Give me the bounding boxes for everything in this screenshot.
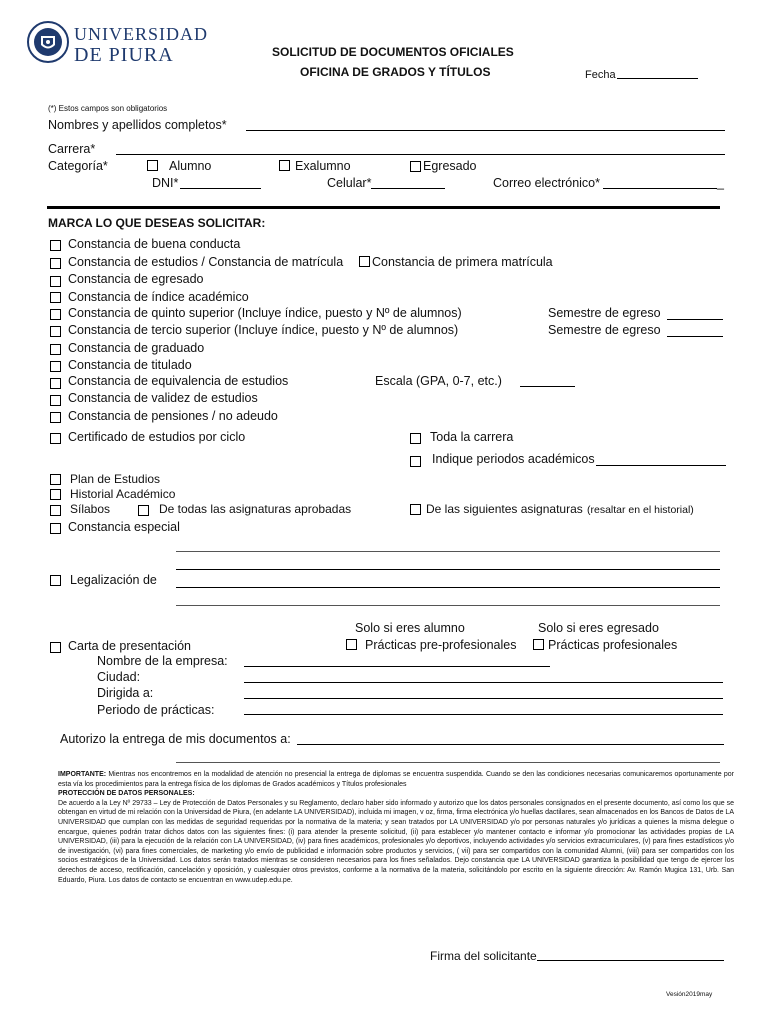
egresado-constancia-label: Constancia de egresado xyxy=(68,272,204,286)
correo-label: Correo electrónico* xyxy=(493,176,600,190)
toda-carrera-checkbox[interactable] xyxy=(410,433,421,444)
pre-profesionales-checkbox[interactable] xyxy=(346,639,357,650)
autorizo-label: Autorizo la entrega de mis documentos a: xyxy=(60,732,291,746)
correo-field[interactable] xyxy=(603,188,717,189)
legalizacion-label: Legalización de xyxy=(70,573,157,587)
validez-label: Constancia de validez de estudios xyxy=(68,391,258,405)
quinto-checkbox[interactable] xyxy=(50,309,61,320)
tercio-checkbox[interactable] xyxy=(50,326,61,337)
fecha-field[interactable] xyxy=(617,78,698,79)
estudios-matricula-label: Constancia de estudios / Constancia de matrícula xyxy=(68,255,344,269)
proteccion-label: PROTECCIÓN DE DATOS PERSONALES: xyxy=(58,790,195,798)
empresa-field[interactable] xyxy=(244,666,550,667)
proteccion-text: De acuerdo a la Ley Nº 29733 – Ley de Protección de Datos Personales y su Reglamento, declaro haber sido informado y autorizo que los datos personales consignados en el presente documento, así como los que se obtengan en virtud de mi relación con la Universidad de Piura, (en adelante LA UNIVERSIDAD), incluida mi imagen, v oz, firma, firma electrónica y/o huellas dactilares, sean almacenados en los Bancos de Datos de LA UNIVERSIDAD que cumplan con las medidas de seguridad requeridas por la normativa de la materia; y sean tratados por LA UNIVERSIDAD y/o por personas naturales y/o jurídicas a quienes la misma delegue o encargue, quienes podrán tratar dichos datos con las siguientes fines: (i) para atender la presente solicitud, (ii) para establecer y/o mantener contacto e informar y/o promocionar las actividades propias de LA UNIVERSIDAD, (iii) para la ejecución de la relación con LA UNIVERSIDAD, (iv) para fines académicos, profesionales y/o deportivos, incluyendo actividades y/o servicios extracurriculares, (v) para fines estadísticos y/o de investigación, (vi) para fines comerciales, de marketing y/o envío de publicidad e información sobre productos y servicios, ( vii) para ser compartidos con la comunidad Alumni, (viii) para ser compartidos con los socios estratégicos de la Universidad. Los datos serán tratados mientras se consideren necesarios para los fines señalados. Dejo constancia que LA UNIVERSIDAD garantiza la posibilidad que tengo de ejercer los derechos de acceso, rectificación, cancelación y oposición, y cualesquier otros previstos, conforme a la normativa de la materia, solicitándolo por escrito en la siguiente dirección: Av. Ramón Mugica 131, Urb. San Eduardo, Piura. Los datos de contacto se encuentran en www.udep.edu.pe. xyxy=(58,799,734,884)
university-logo xyxy=(26,16,208,74)
primera-matricula-checkbox[interactable] xyxy=(359,256,370,267)
carrera-label: Carrera* xyxy=(48,142,96,156)
importante-label: IMPORTANTE: xyxy=(58,771,107,778)
titulado-checkbox[interactable] xyxy=(50,361,61,372)
carta-label: Carta de presentación xyxy=(68,639,191,653)
autorizo-line-2[interactable] xyxy=(176,762,720,763)
todas-asignaturas-checkbox[interactable] xyxy=(138,505,149,516)
correo-suffix: _ xyxy=(717,176,724,190)
resaltar-note: (resaltar en el historial) xyxy=(587,504,694,516)
legalizacion-line-3[interactable] xyxy=(176,605,720,606)
plan-checkbox[interactable] xyxy=(50,474,61,485)
buena-conducta-label: Constancia de buena conducta xyxy=(68,237,241,251)
legalizacion-line-2[interactable] xyxy=(176,587,720,588)
periodos-field[interactable] xyxy=(596,465,726,466)
importante-paragraph xyxy=(58,770,734,789)
escala-field[interactable] xyxy=(520,386,575,387)
equivalencia-checkbox[interactable] xyxy=(50,378,61,389)
categoria-label: Categoría* xyxy=(48,159,108,173)
exalumno-label: Exalumno xyxy=(295,159,351,173)
legalizacion-checkbox[interactable] xyxy=(50,575,61,586)
semestre-field-2[interactable] xyxy=(667,336,723,337)
exalumno-checkbox[interactable] xyxy=(279,160,290,171)
plan-label: Plan de Estudios xyxy=(70,472,161,486)
periodos-label: Indique periodos académicos xyxy=(432,452,595,466)
carrera-field[interactable] xyxy=(116,154,725,155)
pre-profesionales-label: Prácticas pre-profesionales xyxy=(365,638,517,652)
buena-conducta-checkbox[interactable] xyxy=(50,240,61,251)
especial-line-1[interactable] xyxy=(176,551,720,552)
certificado-label: Certificado de estudios por ciclo xyxy=(68,430,246,444)
empresa-label: Nombre de la empresa: xyxy=(97,654,228,668)
dirigida-label: Dirigida a: xyxy=(97,686,154,700)
firma-field[interactable] xyxy=(537,960,724,961)
name-label: Nombres y apellidos completos* xyxy=(48,118,227,132)
tercio-label: Constancia de tercio superior (Incluye índice, puesto y Nº de alumnos) xyxy=(68,323,459,337)
certificado-checkbox[interactable] xyxy=(50,433,61,444)
especial-checkbox[interactable] xyxy=(50,523,61,534)
legalizacion-line-1[interactable] xyxy=(176,569,720,570)
titulado-label: Constancia de titulado xyxy=(68,358,192,372)
indice-label: Constancia de índice académico xyxy=(68,290,249,304)
ciudad-label: Ciudad: xyxy=(97,670,141,684)
alumno-label: Alumno xyxy=(169,159,212,173)
legal-notice xyxy=(58,770,734,885)
solo-alumno-label: Solo si eres alumno xyxy=(355,621,465,635)
university-seal-icon xyxy=(26,18,70,68)
dni-label: DNI* xyxy=(152,176,179,190)
toda-carrera-label: Toda la carrera xyxy=(430,430,514,444)
periodo-label: Periodo de prácticas: xyxy=(97,703,215,717)
escala-label: Escala (GPA, 0-7, etc.) xyxy=(375,374,502,388)
semestre-field-1[interactable] xyxy=(667,319,723,320)
firma-label: Firma del solicitante xyxy=(430,949,537,963)
carta-checkbox[interactable] xyxy=(50,642,61,653)
celular-label: Celular* xyxy=(327,176,372,190)
pensiones-label: Constancia de pensiones / no adeudo xyxy=(68,409,278,423)
required-note: (*) Estos campos son obligatorios xyxy=(48,104,168,113)
periodo-field[interactable] xyxy=(244,714,723,715)
dirigida-field[interactable] xyxy=(244,698,723,699)
egresado-checkbox[interactable] xyxy=(410,161,421,172)
historial-checkbox[interactable] xyxy=(50,489,61,500)
importante-text: Mientras nos encontremos en la modalidad de atención no presencial la entrega de diplomas se encuentra suspendida. Cuando se den las condiciones necesarias comunicaremos oportunamente por esta vía los procedimientos para la entrega física de los diplomas de Grados académicos y Títulos profesionales xyxy=(58,771,734,788)
todas-asignaturas-label: De todas las asignaturas aprobadas xyxy=(159,502,352,516)
silabos-label: Sílabos xyxy=(70,502,111,516)
university-name-line2: DE PIURA xyxy=(74,44,174,66)
primera-matricula-label: Constancia de primera matrícula xyxy=(372,255,553,269)
alumno-checkbox[interactable] xyxy=(147,160,158,171)
periodos-checkbox[interactable] xyxy=(410,456,421,467)
university-name-line1: UNIVERSIDAD xyxy=(74,24,208,44)
siguientes-asignaturas-checkbox[interactable] xyxy=(410,504,421,515)
siguientes-asignaturas-label: De las siguientes asignaturas xyxy=(426,502,583,516)
section-title: MARCA LO QUE DESEAS SOLICITAR: xyxy=(48,216,266,230)
validez-checkbox[interactable] xyxy=(50,395,61,406)
graduado-checkbox[interactable] xyxy=(50,344,61,355)
autorizo-field[interactable] xyxy=(297,744,724,745)
name-field[interactable] xyxy=(246,130,725,131)
dni-field[interactable] xyxy=(180,188,261,189)
solo-egresado-label: Solo si eres egresado xyxy=(538,621,659,635)
version-label: Vesión2019may xyxy=(666,991,713,998)
indice-checkbox[interactable] xyxy=(50,292,61,303)
form-subtitle: OFICINA DE GRADOS Y TÍTULOS xyxy=(300,65,491,79)
section-divider xyxy=(47,206,720,209)
egresado-label: Egresado xyxy=(423,159,477,173)
ciudad-field[interactable] xyxy=(244,682,723,683)
graduado-label: Constancia de graduado xyxy=(68,341,205,355)
quinto-label: Constancia de quinto superior (Incluye índice, puesto y Nº de alumnos) xyxy=(68,306,462,320)
estudios-matricula-checkbox[interactable] xyxy=(50,258,61,269)
profesionales-checkbox[interactable] xyxy=(533,639,544,650)
especial-label: Constancia especial xyxy=(68,520,180,534)
celular-field[interactable] xyxy=(371,188,445,189)
fecha-label: Fecha xyxy=(585,69,616,81)
profesionales-label: Prácticas profesionales xyxy=(548,638,678,652)
semestre-label-1: Semestre de egreso xyxy=(548,306,661,320)
semestre-label-2: Semestre de egreso xyxy=(548,323,661,337)
historial-label: Historial Académico xyxy=(70,487,176,501)
equivalencia-label: Constancia de equivalencia de estudios xyxy=(68,374,289,388)
silabos-checkbox[interactable] xyxy=(50,505,61,516)
egresado-constancia-checkbox[interactable] xyxy=(50,276,61,287)
form-title: SOLICITUD DE DOCUMENTOS OFICIALES xyxy=(272,45,514,59)
pensiones-checkbox[interactable] xyxy=(50,412,61,423)
